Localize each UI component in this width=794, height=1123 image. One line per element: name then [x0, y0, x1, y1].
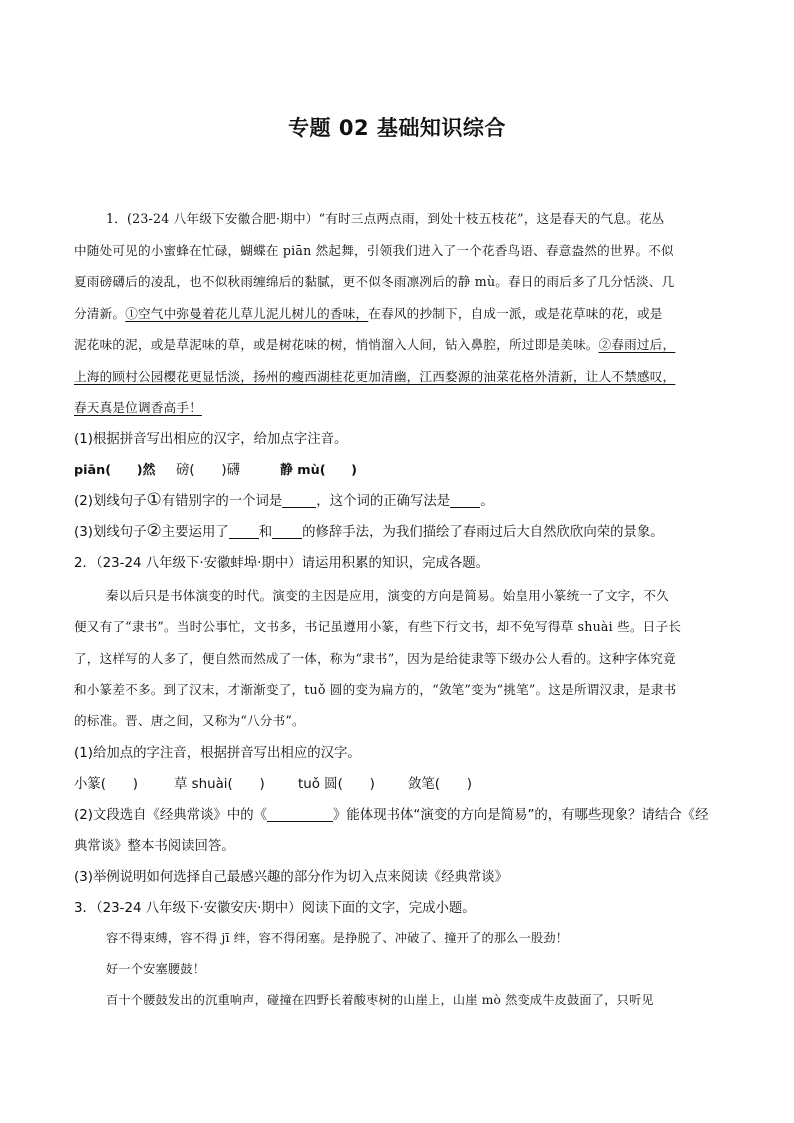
q1-pinyin-row	[74, 459, 357, 478]
circled-number: ②	[146, 521, 162, 541]
answer-blank[interactable]	[229, 524, 259, 539]
sub-question-text: 。	[480, 494, 494, 509]
circled-number: ①	[146, 490, 162, 510]
sub-question-text: 有错别字的一个词是	[161, 494, 283, 509]
q2-line-5: 的标准。晋、唐之间，又称为“八分书”。	[74, 713, 305, 728]
q1-sub-question-2	[74, 490, 494, 510]
q2-line-4: 和小篆差不多。到了汉末，才渐渐变了，tuǒ 圆的变为扁方的，“敛笔”变为“挑笔”。这是所谓汉隶，是隶书	[74, 682, 677, 697]
answer-blank[interactable]	[272, 524, 302, 539]
q2-sub-question-1: (1)给加点的字注音，根据拼音写出相应的汉字。	[74, 746, 361, 761]
q1-line-4-end: 在春风的抄制下，自成一派，或是花草味的花，或是	[368, 306, 663, 321]
q1-line-1: 1．(23-24 八年级下安徽合肥·期中）“有时三点两点雨，到处十枝五枝花”，这是春天的气息。花丛	[106, 211, 665, 226]
q2-line-2: 便又有了“隶书”。当时公事忙，文书多，书记虽遵用小篆，有些下行文书，却不免写得草 shuài 些。日子长	[74, 619, 682, 634]
q2-heading: 2．（23-24 八年级下·安徽蚌埠·期中）请运用积累的知识，完成各题。	[74, 556, 490, 571]
q2-line-1: 秦以后只是书体演变的时代。演变的主因是应用，演变的方向是简易。始皇用小篆统一了文字，不久	[106, 588, 669, 603]
q1-line-5-start: 泥花味的泥，或是草泥味的草，或是树花味的树，悄悄溜入人间，钻入鼻腔，所过即是美味。	[74, 337, 599, 352]
pinyin-item: 磅( )礴	[176, 463, 241, 478]
q1-sub-question-3	[74, 521, 664, 541]
answer-blank[interactable]	[450, 493, 480, 508]
q3-line-2: 好一个安塞腰鼓！	[106, 962, 206, 976]
q1-sub-question-1: (1)根据拼音写出相应的汉字，给加点字注音。	[74, 432, 348, 447]
sub-question-text: (2)划线句子	[74, 494, 147, 509]
q2-line-3: 了，这样写的人多了，便自然而然成了一体，称为“隶书”，因为是给徒隶等下级办公人看的。这种字体究竟	[74, 651, 676, 666]
pinyin-item: 静 mù( )	[280, 463, 357, 478]
sub-question-text: 和	[258, 525, 273, 540]
pinyin-item: 敛笔( )	[408, 777, 473, 792]
q1-line-2: 中随处可见的小蜜蜂在忙碌，蝴蝶在 piān 然起舞，引领我们进入了一个花香鸟语、春意盎然的世界。不似	[74, 243, 674, 258]
q2-sub-question-2	[74, 804, 708, 823]
sub-question-text: (3)划线句子	[74, 525, 147, 540]
sub-question-text: 》能体现书体“演变的方向是简易”的，有哪些现象？请结合《经	[333, 808, 709, 823]
q1-line-5	[74, 334, 675, 353]
underlined-sentence-2-end: 春天真是位调香高手！	[74, 400, 202, 415]
q2-sub-question-2-cont: 典常谈》整本书阅读回答。	[74, 839, 235, 854]
q2-sub-question-3: (3)举例说明如何选择自己最感兴趣的部分作为切入点来阅读《经典常谈》	[74, 870, 509, 885]
q1-line-4	[74, 303, 663, 322]
q1-line-3: 夏雨磅礴后的凌乱，也不似秋雨缠绵后的黏腻，更不似冬雨凛冽后的静 mù。春日的雨后多了几分恬淡、几	[74, 274, 675, 289]
pinyin-item: piān( )然	[74, 463, 156, 478]
sub-question-text: (2)文段选自《经典常谈》中的《	[74, 808, 268, 823]
q1-line-4-start: 分清新。	[74, 306, 126, 321]
q3-heading: 3．（23-24 八年级下·安徽安庆·期中）阅读下面的文字，完成小题。	[74, 901, 476, 916]
pinyin-item: 草 shuài( )	[174, 777, 265, 792]
underlined-sentence-1: ①空气中弥曼着花儿草儿泥儿树儿的香味，	[125, 306, 369, 321]
sub-question-text: ，这个词的正确写法是	[316, 494, 451, 509]
q3-line-3: 百十个腰鼓发出的沉重响声，碰撞在四野长着酸枣树的山崖上，山崖 mò 然变成牛皮鼓面了，只听见	[106, 993, 654, 1007]
answer-blank[interactable]	[282, 493, 316, 508]
q3-line-1: 容不得束缚，容不得 jī 绊，容不得闭塞。是挣脱了、冲破了、撞开了的那么一股劲！	[106, 931, 569, 945]
underlined-sentence-2-start: ②春雨过后，	[598, 337, 676, 352]
sub-question-text: 主要运用了	[161, 525, 229, 540]
sub-question-text: 的修辞手法，为我们描绘了春雨过后大自然欣欣向荣的景象。	[302, 525, 664, 540]
page-title: 专题 02 基础知识综合	[288, 116, 506, 140]
underlined-sentence-2-mid: 上海的顾村公园樱花更显恬淡，扬州的瘦西湖桂花更加清幽，江西婺源的油菜花格外清新，让人不禁感叹，	[74, 369, 676, 384]
answer-blank[interactable]	[267, 807, 333, 822]
pinyin-item: tuǒ 圆( )	[298, 777, 375, 792]
q2-pinyin-row	[74, 773, 472, 792]
pinyin-item: 小篆( )	[74, 777, 139, 792]
